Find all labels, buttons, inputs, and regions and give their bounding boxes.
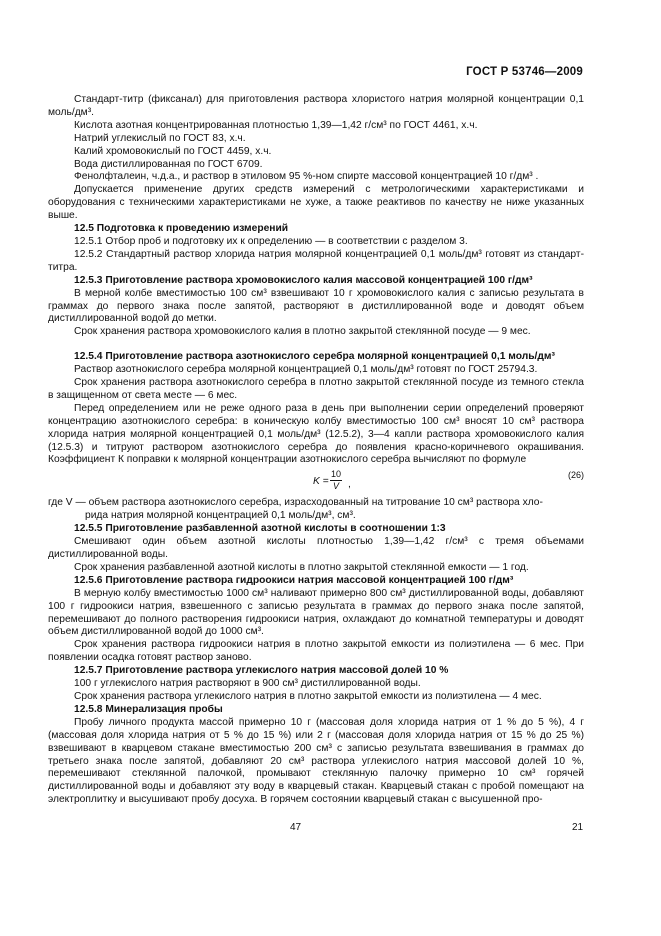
paragraph: Срок хранения раствора азотнокислого серебра в плотно закрытой стеклянной посуде из темного стекла в защищенном от света месте — 6 мес.: [48, 377, 584, 401]
paragraph: Калий хромовокислый по ГОСТ 4459, х.ч.: [74, 145, 272, 157]
section-heading-12-5-8: 12.5.8 Минерализация пробы: [74, 703, 223, 715]
formula-26: [48, 467, 584, 497]
formula-explanation-continued: рида натрия молярной концентрацией 0,1 моль/дм³, см³.: [85, 510, 356, 522]
section-heading-12-5-3: 12.5.3 Приготовление раствора хромовокислого калия массовой концентрацией 100 г/дм³: [74, 274, 533, 286]
document-body: [48, 94, 584, 807]
paragraph: В мерной колбе вместимостью 100 см³ взвешивают 10 г хромовокислого калия с записью результата в граммах до первого знака после запятой, растворяют в дистиллированной воде и доводят объем дистиллированной водой до метки.: [48, 287, 584, 325]
paragraph: Пробу личного продукта массой примерно 10 г (массовая доля хлорида натрия от 1 % до 5 %), 4 г (массовая доля хлорида натрия от 5 % до 15 %) или 2 г (массовая доля хлорида натрия от 15 % до 25 %) взвешивают в кварцевом стакане вместимостью 200 см³ с записью результата взвешивания в граммах до третьего знака после запятой, добавляют 20 см³ раствора углекислого натрия массовой долей 10 %, перемешивают стеклянной палочкой, промывают стеклянную палочку примерно 10 см³ горячей дистиллированной воды и добавляют эту воду в кварцевый стакан. Кварцевый стакан с пробой помещают на электроплитку и высушивают пробу досуха. В горячем состоянии кварцевый стакан с высушенной про-: [48, 716, 584, 806]
paragraph: Натрий углекислый по ГОСТ 83, х.ч.: [74, 132, 246, 144]
formula-explanation: где V — объем раствора азотнокислого серебра, израсходованный на титрование 10 см³ раствора хло-: [48, 497, 543, 509]
formula-numerator: 10: [331, 469, 342, 480]
section-heading-12-5-4: 12.5.4 Приготовление раствора азотнокислого серебра молярной концентрацией 0,1 моль/дм³: [74, 351, 555, 363]
paragraph: 12.5.1 Отбор проб и подготовку их к определению — в соответствии с разделом 3.: [74, 235, 468, 247]
paragraph: Раствор азотнокислого серебра молярной концентрацией 0,1 моль/дм³ готовят по ГОСТ 25794.3.: [74, 364, 538, 376]
paragraph: Фенолфталеин, ч.д.а., и раствор в этиловом 95 %-ном спирте массовой концентрацией 10 г/дм³ .: [74, 171, 539, 183]
paragraph: Срок хранения раствора гидроокиси натрия в плотно закрытой емкости из полиэтилена — 6 мес. При появлении осадка готовят раствор заново.: [48, 639, 584, 664]
page-number-center: 47: [290, 822, 302, 833]
formula-lhs: K =: [313, 476, 329, 488]
section-heading-12-5-6: 12.5.6 Приготовление раствора гидроокиси натрия массовой концентрацией 100 г/дм³: [74, 574, 514, 586]
paragraph: Стандарт-титр (фиксанал) для приготовления раствора хлористого натрия молярной концентрации 0,1 моль/дм³.: [48, 94, 584, 118]
paragraph: Срок хранения раствора углекислого натрия в плотно закрытой емкости из полиэтилена — 4 мес.: [74, 690, 542, 702]
paragraph: Срок хранения раствора хромовокислого калия в плотно закрытой стеклянной посуде — 9 мес.: [74, 326, 531, 338]
section-heading-12-5-7: 12.5.7 Приготовление раствора углекислого натрия массовой долей 10 %: [74, 665, 449, 677]
paragraph: В мерную колбу вместимостью 1000 см³ наливают примерно 800 см³ дистиллированной воды, добавляют 100 г гидроокиси натрия, взвешенного с записью результата в граммах до первого знака после запятой, перемешивают до полного растворения гидроокиси натрия, охлаждают до комнатной температуры и доводят объем дистиллированной водой до 1000 см³.: [48, 587, 584, 638]
formula-comma: ,: [348, 479, 351, 491]
paragraph: Кислота азотная концентрированная плотностью 1,39—1,42 г/см³ по ГОСТ 4461, х.ч.: [74, 119, 478, 131]
standard-header: ГОСТ Р 53746—2009: [466, 66, 583, 78]
paragraph: Срок хранения разбавленной азотной кислоты в плотно закрытой стеклянной емкости — 1 год.: [74, 561, 529, 573]
formula-fraction: [330, 469, 342, 492]
section-heading-12-5-5: 12.5.5 Приготовление разбавленной азотной кислоты в соотношении 1:3: [74, 523, 446, 535]
paragraph: Перед определением или не реже одного раза в день при выполнении серии определений проверяют концентрацию азотнокислого серебра: в коническую колбу вместимостью 100 см³ вносят 10 см³ раствора хлорида натрия молярной концентрацией 0,1 моль/дм³ (12.5.2), 3—4 капли раствора хромовокислого калия (12.5.3) и титруют раствором азотнокислого серебра до появления красно-коричневого окрашивания. Коэффициент К поправки к молярной концентрации азотнокислого серебра вычисляют по формуле: [48, 402, 584, 466]
paragraph: Допускается применение других средств измерений с метрологическими характеристиками и оборудования с техническими характеристиками не хуже, а также реактивов по качеству не ниже указанных выше.: [48, 184, 584, 222]
paragraph: 100 г углекислого натрия растворяют в 900 см³ дистиллированной воды.: [74, 678, 421, 690]
paragraph: Смешивают один объем азотной кислоты плотностью 1,39—1,42 г/см³ с тремя объемами дистиллированной воды.: [48, 536, 584, 560]
section-heading-12-5: 12.5 Подготовка к проведению измерений: [74, 223, 289, 235]
page-number-right: 21: [572, 822, 584, 833]
paragraph: Вода дистиллированная по ГОСТ 6709.: [74, 158, 263, 170]
formula-denominator: V: [333, 481, 340, 492]
formula-number: (26): [567, 470, 584, 481]
paragraph: 12.5.2 Стандартный раствор хлорида натрия молярной концентрацией 0,1 моль/дм³ готовят из стандарт-титра.: [48, 248, 584, 273]
